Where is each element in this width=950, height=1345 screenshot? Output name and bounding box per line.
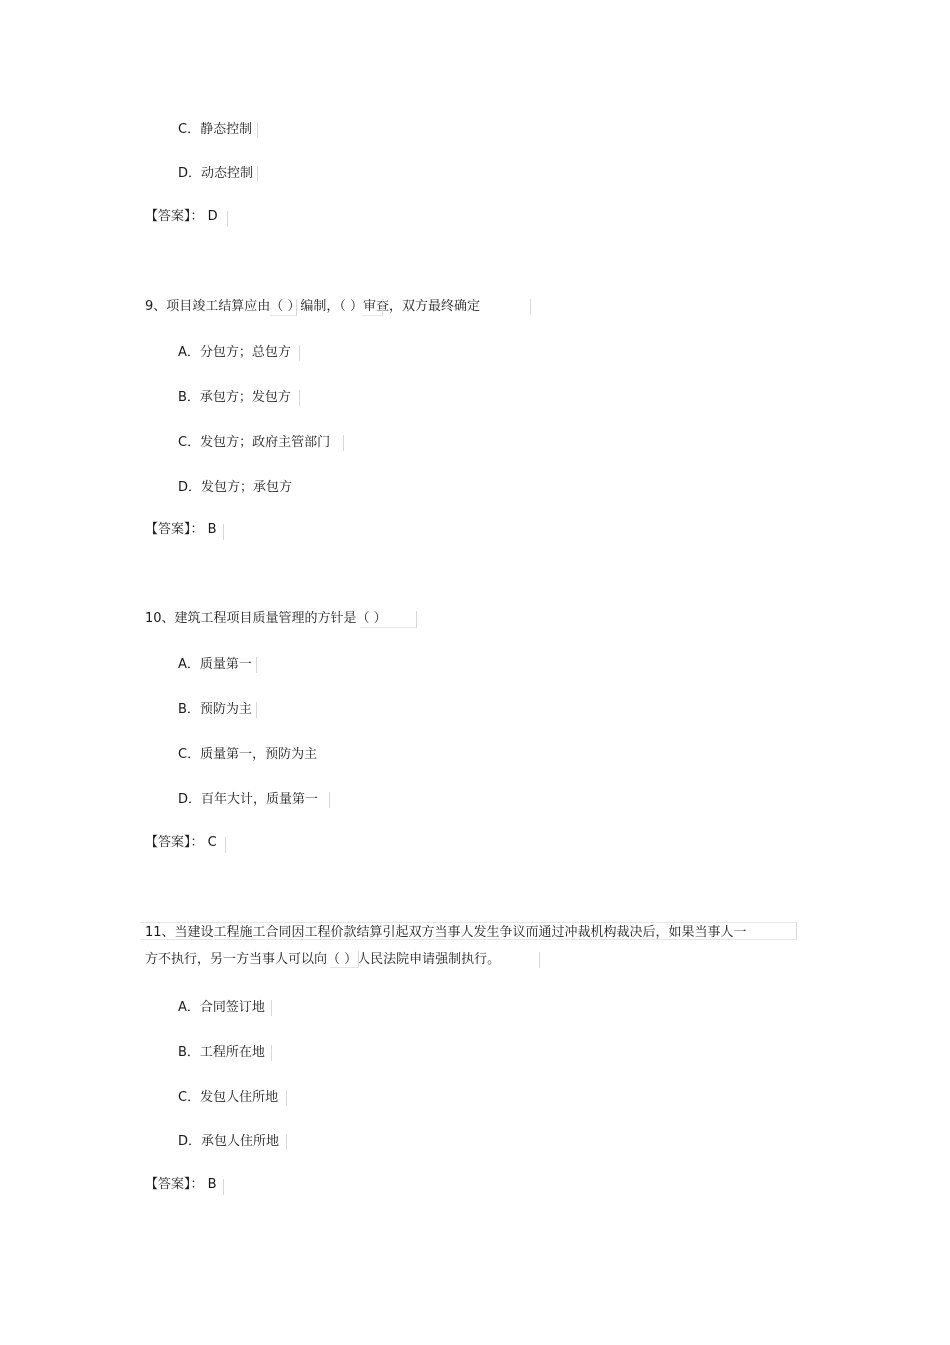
option-c: C．发包方；政府主管部门 <box>178 435 331 450</box>
option-d-dynamic-control: D．动态控制 <box>178 166 254 181</box>
text-frame-edge <box>256 657 257 673</box>
text-frame-edge <box>286 1090 287 1106</box>
option-a: A．合同签订地 <box>178 1000 265 1015</box>
text-frame-edge <box>299 345 300 361</box>
option-b: B．预防为主 <box>178 702 252 717</box>
text-frame-edge <box>227 211 228 227</box>
question-11-line-1: 11、当建设工程施工合同因工程价款结算引起双方当事人发生争议而通过冲裁机构裁决后，如果当事人一 <box>145 925 747 940</box>
option-a: A．质量第一 <box>178 657 252 672</box>
option-d: D．承包人住所地 <box>178 1134 280 1149</box>
text-frame-edge <box>256 702 257 718</box>
text-frame-edge <box>223 524 224 540</box>
text-frame-edge <box>257 166 258 182</box>
option-b: B．承包方；发包方 <box>178 390 291 405</box>
answer-line: 【答案】： B <box>145 1177 217 1192</box>
blank-frame <box>362 299 383 316</box>
option-d: D．百年大计，质量第一 <box>178 792 319 807</box>
blank-frame <box>330 951 359 968</box>
text-frame-edge <box>257 122 258 138</box>
question-9: 9、项目竣工结算应由（ ）编制，（ ）审查，双方最终确定 <box>145 299 481 314</box>
text-frame-edge <box>343 435 344 451</box>
question-11-line-2: 方不执行，另一方当事人可以向（ ）人民法院申请强制执行。 <box>145 952 501 967</box>
option-a: A．分包方；总包方 <box>178 345 291 360</box>
answer-line: 【答案】： B <box>145 522 217 537</box>
text-frame <box>140 922 797 940</box>
text-frame-edge <box>530 299 531 315</box>
option-c: C．质量第一，预防为主 <box>178 747 318 762</box>
text-frame-edge <box>271 1045 272 1061</box>
answer-line: 【答案】： C <box>145 835 217 850</box>
text-frame-edge <box>225 837 226 853</box>
option-b: B．工程所在地 <box>178 1045 265 1060</box>
answer-line: 【答案】： D <box>145 209 218 224</box>
blank-frame <box>360 611 417 628</box>
text-frame-edge <box>329 792 330 808</box>
text-frame-edge <box>299 390 300 406</box>
text-frame-edge <box>539 952 540 968</box>
blank-frame <box>270 299 297 316</box>
text-frame-edge <box>286 1134 287 1150</box>
option-d: D．发包方；承包方 <box>178 480 293 495</box>
question-10: 10、建筑工程项目质量管理的方针是（ ） <box>145 611 387 626</box>
option-c: C．发包人住所地 <box>178 1090 279 1105</box>
text-frame-edge <box>271 1000 272 1016</box>
option-c-static-control: C．静态控制 <box>178 122 253 137</box>
text-frame-edge <box>223 1179 224 1195</box>
